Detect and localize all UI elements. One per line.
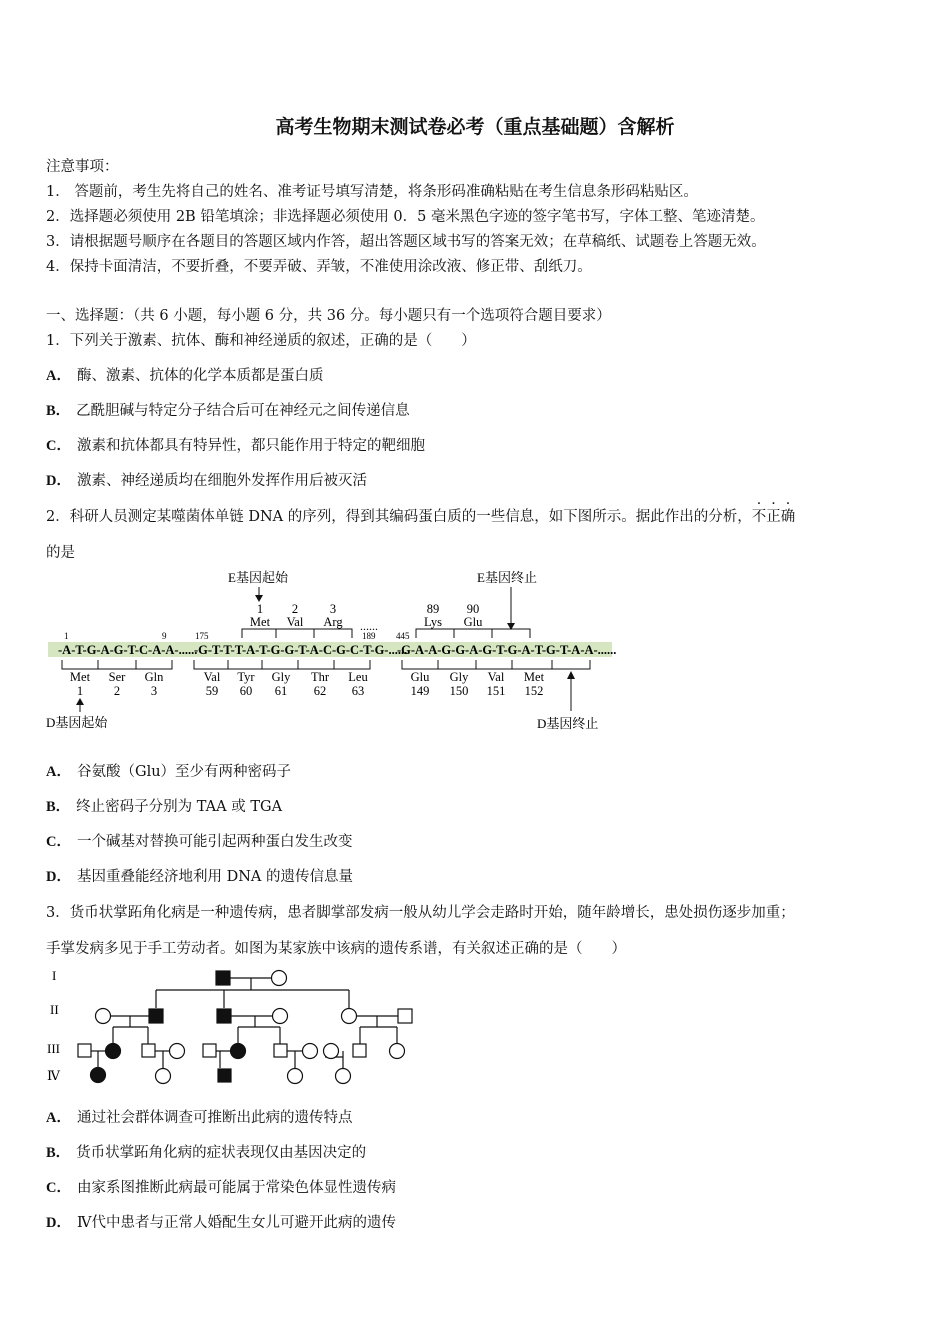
- bottom-codon-aa: Gln: [144, 670, 164, 684]
- notice-heading: 注意事项：: [46, 159, 119, 175]
- bottom-codon-aa: Ser: [108, 670, 126, 684]
- dna-segment-1: -A-T-G-A-G-T-C-A-A-......: [58, 643, 198, 657]
- question-2-stem-cont: 的是: [46, 545, 75, 561]
- normal-male: [353, 1044, 366, 1057]
- position-label: 1: [64, 631, 69, 641]
- normal-female: [170, 1044, 185, 1059]
- bottom-codon-aa: Gly: [271, 670, 291, 684]
- page-title: 高考生物期末测试卷必考（重点基础题）含解析: [275, 116, 675, 138]
- q1-option-a: A． 酶、激素、抗体的化学本质都是蛋白质: [46, 368, 324, 384]
- question-3-stem-cont: 手掌发病多见于手工劳动者。如图为某家族中该病的遗传系谱，有关叙述正确的是（ ）: [46, 941, 626, 957]
- q3-option-c: C． 由家系图推断此病最可能属于常染色体显性遗传病: [46, 1180, 396, 1196]
- bottom-codon-num: 151: [486, 684, 506, 698]
- top-codon-aa: Arg: [323, 615, 343, 629]
- normal-male: [398, 1009, 412, 1023]
- dna-segment-2: -G-T-T-T-A-T-G-G-T-A-C-G-C-T-G-......: [194, 643, 408, 657]
- normal-female: [390, 1044, 405, 1059]
- bottom-codon-aa: Met: [523, 670, 545, 684]
- affected-female: [231, 1044, 246, 1059]
- q3-option-b: B． 货币状掌跖角化病的症状表现仅由基因决定的: [46, 1145, 367, 1161]
- normal-male: [78, 1044, 91, 1057]
- notice-item: 2．选择题必须使用 2B 铅笔填涂；非选择题必须使用 0．5 毫米黑色字迹的签字笔书写，字体工整、笔迹清楚。: [46, 209, 765, 225]
- bottom-codon-num: 149: [410, 684, 430, 698]
- q2-option-b: B． 终止密码子分别为 TAA 或 TGA: [46, 799, 283, 815]
- e-gene-start-label: E基因起始: [228, 570, 288, 585]
- dna-segment-3: -G-A-A-G-G-A-G-T-G-A-T-G-T-A-A-......: [397, 643, 617, 657]
- q2-option-d: D． 基因重叠能经济地利用 DNA 的遗传信息量: [46, 869, 353, 885]
- emphasis-not-correct: 不正确: [751, 509, 796, 525]
- bottom-codon-num: 61: [274, 684, 288, 698]
- generation-label: Ⅳ: [47, 1068, 60, 1083]
- notice-item: 1． 答题前，考生先将自己的姓名、准考证号填写清楚，将条形码准确粘贴在考生信息条形码粘贴区。: [46, 184, 698, 200]
- top-codon-num: 90: [466, 602, 480, 616]
- bottom-codon-aa: Val: [487, 670, 505, 684]
- normal-female: [273, 1009, 288, 1024]
- bottom-codon-aa: Thr: [310, 670, 330, 684]
- e-gene-end-label: E基因终止: [477, 570, 537, 585]
- bottom-codon-num: 3: [150, 684, 158, 698]
- pedigree-chart: [40, 962, 430, 1092]
- top-codon-num: 89: [426, 602, 440, 616]
- q2-option-a: A． 谷氨酸（Glu）至少有两种密码子: [46, 764, 292, 780]
- normal-female: [303, 1044, 318, 1059]
- top-codon-num: 3: [329, 602, 337, 616]
- normal-male: [274, 1044, 287, 1057]
- q3-option-d: D． Ⅳ代中患者与正常人婚配生女儿可避开此病的遗传: [46, 1215, 396, 1231]
- affected-male: [218, 1069, 231, 1082]
- bottom-codon-aa: Leu: [348, 670, 368, 684]
- normal-female: [156, 1069, 171, 1084]
- bottom-codon-num: 59: [205, 684, 219, 698]
- normal-female: [288, 1069, 303, 1084]
- question-1-stem: 1．下列关于激素、抗体、酶和神经递质的叙述，正确的是（ ）: [46, 333, 476, 349]
- bottom-codon-num: 152: [524, 684, 544, 698]
- affected-female: [106, 1044, 121, 1059]
- position-label: 9: [162, 631, 167, 641]
- affected-female: [91, 1068, 106, 1083]
- position-label: 445: [396, 631, 410, 641]
- normal-female: [336, 1069, 351, 1084]
- normal-female: [342, 1009, 357, 1024]
- top-codon-aa: Glu: [463, 615, 483, 629]
- q1-option-c: C． 激素和抗体都具有特异性，都只能作用于特定的靶细胞: [46, 438, 425, 454]
- normal-male: [203, 1044, 216, 1057]
- bottom-codon-num: 62: [313, 684, 327, 698]
- position-label: 189: [362, 631, 376, 641]
- top-codon-aa: Lys: [423, 615, 443, 629]
- question-2-stem: 2．科研人员测定某噬菌体单链 DNA 的序列，得到其编码蛋白质的一些信息，如下图所示。据此作出的分析，不正确: [46, 509, 796, 525]
- generation-label: III: [47, 1041, 60, 1056]
- notice-item: 4．保持卡面清洁，不要折叠，不要弄破、弄皱，不准使用涂改液、修正带、刮纸刀。: [46, 259, 592, 275]
- bottom-codon-aa: Val: [203, 670, 221, 684]
- bottom-codon-num: 63: [351, 684, 365, 698]
- d-gene-end-label: D基因终止: [537, 716, 599, 731]
- question-3-stem: 3．货币状掌跖角化病是一种遗传病，患者脚掌部发病一般从幼儿学会走路时开始，随年龄增长，患处损伤逐步加重；: [46, 905, 795, 921]
- top-codon-num: 2: [291, 602, 299, 616]
- d-gene-start-label: D基因起始: [46, 715, 108, 730]
- normal-female: [272, 971, 287, 986]
- top-codon-num: 1: [256, 602, 264, 616]
- bottom-codon-num: 2: [113, 684, 121, 698]
- q1-option-b: B． 乙酰胆碱与特定分子结合后可在神经元之间传递信息: [46, 403, 410, 419]
- bottom-codon-aa: Gly: [449, 670, 469, 684]
- bottom-codon-aa: Met: [69, 670, 91, 684]
- bottom-codon-aa: Glu: [410, 670, 430, 684]
- q1-option-d: D． 激素、神经递质均在细胞外发挥作用后被灭活: [46, 473, 367, 489]
- affected-male: [216, 971, 230, 985]
- generation-label: I: [52, 968, 57, 983]
- bottom-codon-num: 60: [239, 684, 253, 698]
- dna-sequence-figure: [40, 565, 620, 740]
- top-codon-aa: Val: [286, 615, 304, 629]
- normal-male: [142, 1044, 155, 1057]
- position-label: 175: [195, 631, 209, 641]
- normal-female: [96, 1009, 111, 1024]
- bottom-codon-aa: Tyr: [237, 670, 255, 684]
- top-codon-aa: Met: [249, 615, 271, 629]
- section-heading: 一、选择题：（共 6 小题，每小题 6 分，共 36 分。每小题只有一个选项符合题目要求）: [46, 308, 611, 324]
- bottom-codon-num: 150: [449, 684, 469, 698]
- bottom-codon-num: 1: [76, 684, 84, 698]
- normal-female: [324, 1044, 339, 1059]
- q3-option-a: A． 通过社会群体调查可推断出此病的遗传特点: [46, 1110, 353, 1126]
- affected-male: [217, 1009, 231, 1023]
- q2-option-c: C． 一个碱基对替换可能引起两种蛋白发生改变: [46, 834, 353, 850]
- mid-dots: ......: [360, 619, 378, 633]
- generation-label: II: [50, 1002, 59, 1017]
- notice-item: 3．请根据题号顺序在各题目的答题区域内作答，超出答题区域书写的答案无效；在草稿纸、试题卷上答题无效。: [46, 234, 766, 250]
- affected-male: [149, 1009, 163, 1023]
